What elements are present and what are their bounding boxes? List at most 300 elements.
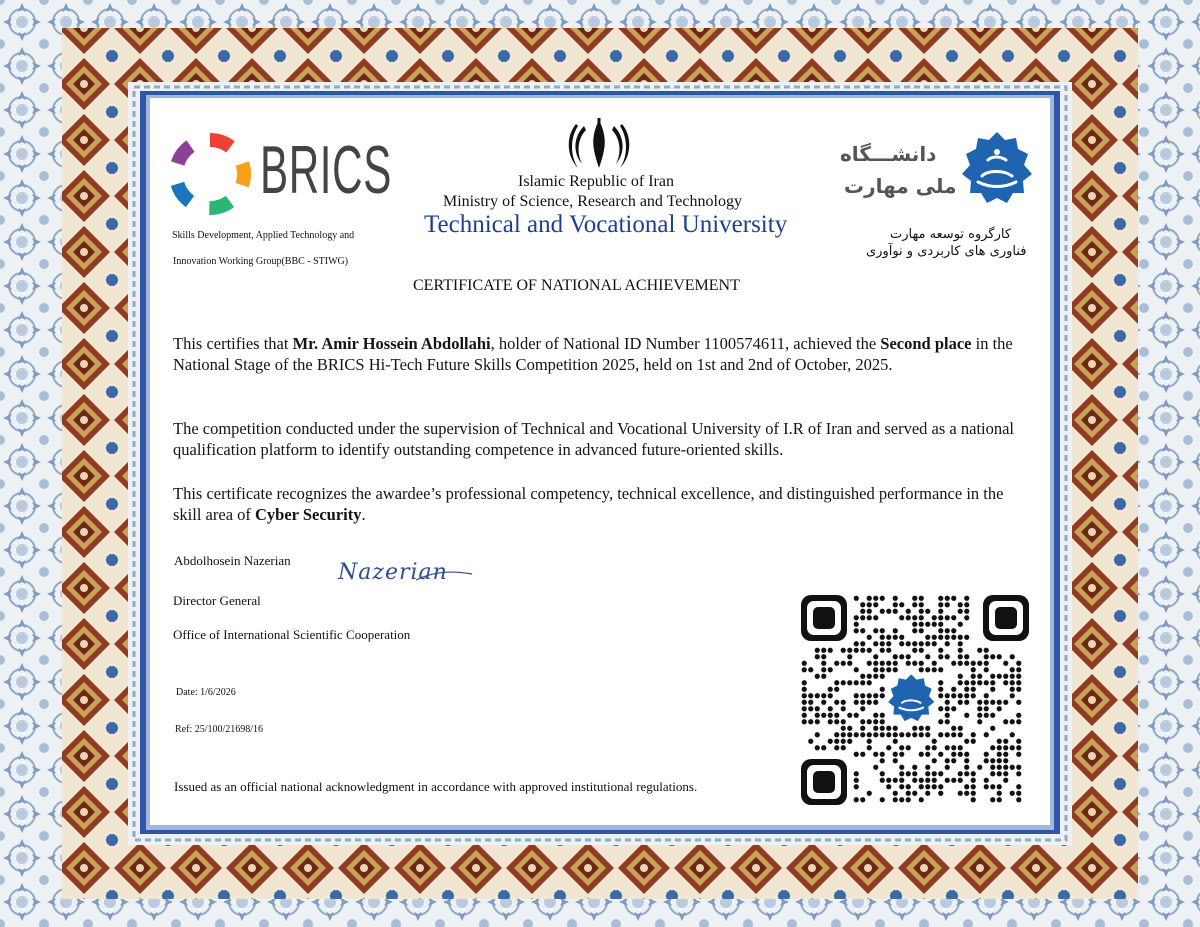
qr-module — [880, 661, 885, 666]
qr-module — [860, 732, 865, 737]
qr-module — [899, 654, 904, 659]
qr-module — [938, 602, 943, 607]
qr-module — [1016, 765, 1021, 770]
qr-module — [964, 758, 969, 763]
qr-module — [841, 732, 846, 737]
qr-module — [1003, 758, 1008, 763]
qr-module — [860, 628, 865, 633]
qr-module — [932, 622, 937, 627]
qr-module — [951, 745, 956, 750]
qr-module — [854, 700, 859, 705]
qr-module — [802, 706, 807, 711]
qr-module — [802, 687, 807, 692]
qr-module — [899, 784, 904, 789]
qr-module — [1010, 680, 1015, 685]
qr-module — [854, 596, 859, 601]
qr-module — [867, 791, 872, 796]
qr-module — [1010, 791, 1015, 796]
qr-module — [919, 661, 924, 666]
qr-module — [1003, 700, 1008, 705]
qr-module — [990, 758, 995, 763]
qr-module — [984, 680, 989, 685]
qr-module — [880, 797, 885, 802]
qr-module — [945, 700, 950, 705]
qr-module — [1016, 771, 1021, 776]
qr-module — [847, 732, 852, 737]
qr-module — [834, 719, 839, 724]
qr-module — [873, 700, 878, 705]
qr-module — [808, 667, 813, 672]
qr-module — [925, 622, 930, 627]
qr-module — [867, 693, 872, 698]
qr-module — [919, 778, 924, 783]
qr-module — [958, 654, 963, 659]
qr-module — [1016, 674, 1021, 679]
qr-module — [1003, 778, 1008, 783]
brics-caption-line2: Innovation Working Group(BBC - STIWG) — [173, 256, 349, 267]
qr-module — [1016, 791, 1021, 796]
qr-module — [945, 778, 950, 783]
qr-module — [912, 791, 917, 796]
qr-module — [860, 752, 865, 757]
qr-module — [802, 719, 807, 724]
qr-module — [919, 602, 924, 607]
qr-module — [997, 771, 1002, 776]
awardee-name: Mr. Amir Hossein Abdollahi — [292, 334, 491, 353]
qr-module — [867, 596, 872, 601]
qr-module — [1003, 680, 1008, 685]
brics-logo-text: BRICS — [260, 132, 392, 208]
qr-module — [925, 667, 930, 672]
qr-module — [971, 680, 976, 685]
qr-module — [1010, 765, 1015, 770]
qr-module — [1003, 765, 1008, 770]
qr-module — [899, 602, 904, 607]
certificate-panel — [150, 98, 1050, 825]
qr-module — [880, 648, 885, 653]
qr-module — [873, 641, 878, 646]
qr-module — [854, 797, 859, 802]
university-logo-icon — [958, 130, 1036, 208]
qr-module — [899, 641, 904, 646]
qr-module — [828, 687, 833, 692]
qr-module — [873, 693, 878, 698]
qr-module — [815, 706, 820, 711]
qr-module — [938, 791, 943, 796]
qr-module — [945, 732, 950, 737]
qr-module — [919, 732, 924, 737]
qr-module — [847, 680, 852, 685]
qr-module — [932, 661, 937, 666]
qr-module — [834, 732, 839, 737]
qr-module — [867, 635, 872, 640]
qr-module — [997, 765, 1002, 770]
paragraph-competition: The competition conducted under the supervision of Technical and Vocational University of I.R of Iran and served as a national qualification platform to identify outstanding competence in advanced future-oriented skills. — [173, 419, 1015, 459]
qr-module — [958, 674, 963, 679]
qr-module — [860, 706, 865, 711]
qr-module — [951, 752, 956, 757]
qr-module — [964, 615, 969, 620]
qr-module — [847, 661, 852, 666]
qr-module — [1010, 687, 1015, 692]
qr-module — [997, 739, 1002, 744]
qr-module — [971, 784, 976, 789]
qr-module — [906, 771, 911, 776]
qr-module — [977, 706, 982, 711]
qr-module — [945, 765, 950, 770]
qr-module — [873, 752, 878, 757]
qr-module — [938, 654, 943, 659]
qr-module — [860, 602, 865, 607]
qr-module — [1016, 784, 1021, 789]
qr-module — [932, 739, 937, 744]
qr-module — [854, 778, 859, 783]
qr-module — [867, 700, 872, 705]
qr-module — [1016, 700, 1021, 705]
qr-module — [932, 778, 937, 783]
qr-module — [815, 674, 820, 679]
qr-module — [841, 745, 846, 750]
qr-module — [815, 745, 820, 750]
qr-module — [984, 758, 989, 763]
qr-module — [938, 687, 943, 692]
qr-module — [873, 719, 878, 724]
qr-module — [971, 674, 976, 679]
qr-module — [860, 680, 865, 685]
qr-module — [938, 732, 943, 737]
qr-module — [984, 700, 989, 705]
qr-module — [932, 758, 937, 763]
qr-module — [1016, 680, 1021, 685]
qr-module — [912, 778, 917, 783]
qr-module — [873, 615, 878, 620]
qr-module — [958, 693, 963, 698]
qr-module — [919, 628, 924, 633]
qr-module — [990, 745, 995, 750]
qr-module — [854, 667, 859, 672]
qr-module — [828, 648, 833, 653]
qr-module — [932, 615, 937, 620]
qr-module — [893, 732, 898, 737]
awarded-place: Second place — [880, 334, 972, 353]
qr-module — [971, 687, 976, 692]
qr-module — [964, 609, 969, 614]
qr-module — [867, 615, 872, 620]
qr-module — [938, 628, 943, 633]
qr-module — [997, 791, 1002, 796]
qr-module — [821, 674, 826, 679]
qr-module — [815, 732, 820, 737]
qr-module — [906, 784, 911, 789]
qr-module — [821, 693, 826, 698]
qr-module — [834, 713, 839, 718]
qr-module — [828, 667, 833, 672]
qr-module — [912, 641, 917, 646]
qr-module — [919, 596, 924, 601]
qr-module — [958, 641, 963, 646]
qr-module — [841, 680, 846, 685]
qr-module — [938, 622, 943, 627]
qr-module — [912, 615, 917, 620]
qr-module — [880, 635, 885, 640]
qr-module — [873, 726, 878, 731]
qr-module — [958, 732, 963, 737]
qr-module — [984, 693, 989, 698]
qr-module — [938, 680, 943, 685]
qr-module — [938, 596, 943, 601]
qr-code-icon — [798, 592, 1032, 808]
qr-module — [964, 596, 969, 601]
qr-module — [847, 713, 852, 718]
qr-module — [984, 752, 989, 757]
qr-module — [802, 667, 807, 672]
signatory-name: Abdolhosein Nazerian — [174, 553, 291, 568]
qr-module — [984, 706, 989, 711]
qr-module — [951, 661, 956, 666]
qr-module — [964, 654, 969, 659]
qr-module — [906, 661, 911, 666]
qr-module — [964, 765, 969, 770]
qr-module — [919, 752, 924, 757]
qr-module — [1016, 745, 1021, 750]
qr-module — [964, 693, 969, 698]
qr-module — [815, 693, 820, 698]
brics-caption-line1: Skills Development, Applied Technology and — [172, 230, 355, 241]
qr-module — [1010, 667, 1015, 672]
qr-module — [971, 771, 976, 776]
qr-module — [945, 713, 950, 718]
qr-module — [938, 784, 943, 789]
qr-module — [854, 732, 859, 737]
qr-module — [841, 661, 846, 666]
qr-module — [1003, 661, 1008, 666]
qr-module — [893, 654, 898, 659]
qr-module — [854, 615, 859, 620]
qr-module — [899, 745, 904, 750]
qr-module — [964, 700, 969, 705]
iran-emblem-icon — [564, 116, 634, 172]
qr-module — [841, 700, 846, 705]
qr-module — [867, 648, 872, 653]
qr-module — [867, 602, 872, 607]
qr-module — [990, 797, 995, 802]
qr-module — [802, 700, 807, 705]
qr-module — [841, 719, 846, 724]
qr-module — [964, 680, 969, 685]
qr-module — [899, 615, 904, 620]
qr-module — [990, 784, 995, 789]
qr-module — [867, 661, 872, 666]
qr-module — [886, 667, 891, 672]
qr-module — [958, 771, 963, 776]
qr-module — [984, 732, 989, 737]
qr-module — [977, 674, 982, 679]
qr-module — [1010, 745, 1015, 750]
qr-module — [1003, 674, 1008, 679]
qr-module — [841, 648, 846, 653]
qr-module — [860, 693, 865, 698]
qr-module — [925, 635, 930, 640]
qr-module — [977, 765, 982, 770]
qr-module — [958, 680, 963, 685]
qr-module — [802, 661, 807, 666]
qr-module — [880, 719, 885, 724]
qr-module — [1010, 674, 1015, 679]
qr-module — [873, 765, 878, 770]
right-logo-sub-line1: کارگروه توسعه مهارت — [890, 227, 1012, 242]
qr-module — [867, 739, 872, 744]
qr-module — [880, 596, 885, 601]
qr-module — [886, 732, 891, 737]
qr-module — [808, 693, 813, 698]
qr-module — [971, 797, 976, 802]
qr-module — [938, 635, 943, 640]
qr-module — [912, 732, 917, 737]
qr-module — [906, 615, 911, 620]
qr-module — [854, 680, 859, 685]
qr-module — [899, 732, 904, 737]
qr-module — [912, 771, 917, 776]
qr-module — [906, 745, 911, 750]
qr-module — [867, 674, 872, 679]
qr-module — [912, 661, 917, 666]
qr-module — [932, 745, 937, 750]
qr-module — [847, 739, 852, 744]
qr-module — [880, 732, 885, 737]
skill-area: Cyber Security — [255, 505, 362, 524]
qr-module — [971, 661, 976, 666]
qr-module — [893, 797, 898, 802]
qr-module — [925, 726, 930, 731]
qr-module — [815, 719, 820, 724]
qr-module — [925, 609, 930, 614]
qr-module — [886, 648, 891, 653]
qr-module — [938, 609, 943, 614]
qr-module — [873, 654, 878, 659]
qr-module — [984, 713, 989, 718]
qr-module — [912, 622, 917, 627]
qr-module — [945, 635, 950, 640]
qr-module — [899, 778, 904, 783]
qr-module — [958, 602, 963, 607]
qr-module — [906, 609, 911, 614]
qr-module — [938, 648, 943, 653]
qr-module — [1016, 713, 1021, 718]
qr-module — [860, 648, 865, 653]
qr-module — [964, 661, 969, 666]
qr-module — [958, 661, 963, 666]
qr-module — [893, 758, 898, 763]
qr-module — [899, 797, 904, 802]
qr-module — [971, 667, 976, 672]
qr-module — [880, 758, 885, 763]
qr-module — [873, 674, 878, 679]
qr-module — [808, 739, 813, 744]
qr-module — [938, 706, 943, 711]
qr-module — [938, 693, 943, 698]
qr-module — [880, 687, 885, 692]
qr-module — [971, 791, 976, 796]
qr-module — [834, 687, 839, 692]
qr-module — [997, 654, 1002, 659]
qr-module — [919, 641, 924, 646]
qr-module — [964, 687, 969, 692]
qr-module — [925, 641, 930, 646]
qr-module — [886, 641, 891, 646]
qr-module — [1003, 771, 1008, 776]
qr-module — [990, 726, 995, 731]
qr-module — [977, 648, 982, 653]
qr-module — [938, 719, 943, 724]
qr-module — [919, 726, 924, 731]
handwritten-signature: Nazerian — [338, 560, 448, 585]
qr-module — [841, 739, 846, 744]
qr-module — [997, 752, 1002, 757]
qr-module — [932, 641, 937, 646]
qr-module — [938, 771, 943, 776]
qr-module — [834, 700, 839, 705]
qr-module — [1003, 752, 1008, 757]
qr-module — [971, 778, 976, 783]
qr-module — [958, 622, 963, 627]
qr-module — [938, 752, 943, 757]
header-line-republic: Islamic Republic of Iran — [518, 173, 674, 190]
qr-module — [906, 641, 911, 646]
qr-module — [867, 609, 872, 614]
qr-module — [990, 654, 995, 659]
qr-module — [867, 745, 872, 750]
qr-module — [919, 784, 924, 789]
qr-module — [925, 791, 930, 796]
qr-module — [945, 602, 950, 607]
qr-module — [938, 667, 943, 672]
qr-module — [860, 700, 865, 705]
qr-module — [893, 596, 898, 601]
qr-module — [951, 693, 956, 698]
qr-module — [964, 771, 969, 776]
signatory-title: Director General — [173, 593, 261, 608]
qr-module — [1010, 732, 1015, 737]
qr-module — [951, 758, 956, 763]
qr-module — [880, 726, 885, 731]
qr-module — [925, 771, 930, 776]
qr-module — [899, 765, 904, 770]
qr-module — [958, 778, 963, 783]
qr-module — [854, 641, 859, 646]
qr-module — [834, 745, 839, 750]
qr-module — [958, 726, 963, 731]
qr-module — [834, 680, 839, 685]
qr-module — [893, 726, 898, 731]
qr-module — [997, 784, 1002, 789]
qr-module — [938, 615, 943, 620]
qr-module — [899, 635, 904, 640]
qr-module — [984, 648, 989, 653]
qr-module — [1016, 687, 1021, 692]
qr-module — [958, 745, 963, 750]
qr-module — [906, 732, 911, 737]
qr-module — [932, 667, 937, 672]
qr-module — [925, 745, 930, 750]
qr-module — [919, 648, 924, 653]
qr-module — [945, 628, 950, 633]
qr-module — [821, 667, 826, 672]
qr-module — [821, 745, 826, 750]
qr-module — [880, 713, 885, 718]
qr-module — [951, 732, 956, 737]
qr-module — [964, 635, 969, 640]
qr-module — [951, 706, 956, 711]
